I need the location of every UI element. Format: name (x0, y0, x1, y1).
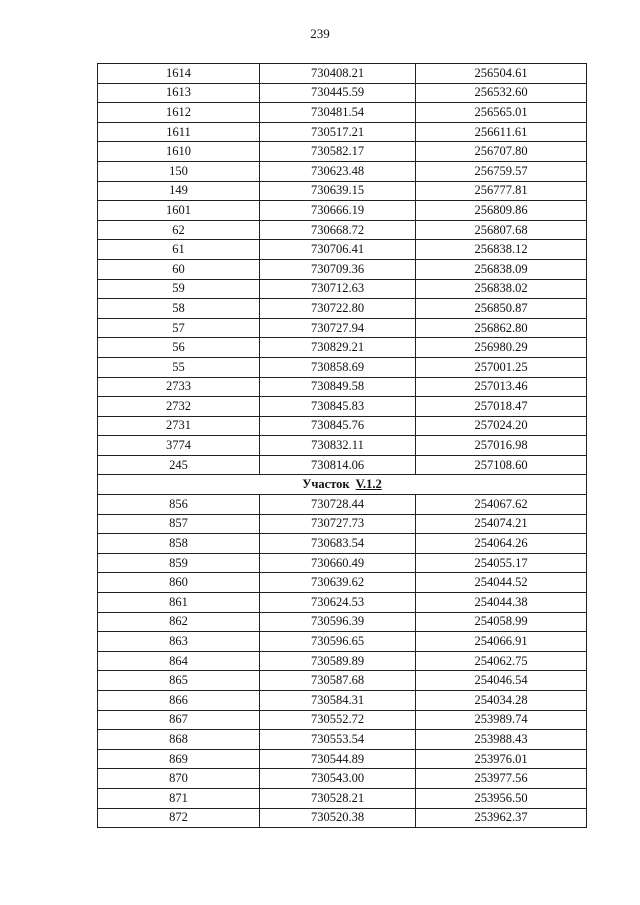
x-coordinate-cell: 730727.73 (260, 514, 416, 534)
table-row (98, 710, 587, 730)
x-coordinate-cell: 730543.00 (260, 769, 416, 789)
y-coordinate-cell: 254062.75 (416, 651, 587, 671)
section-label: Участок (302, 477, 350, 492)
x-coordinate-cell: 730445.59 (260, 83, 416, 103)
table-row (98, 553, 587, 573)
point-number-cell: 149 (98, 181, 260, 201)
section-header-group (98, 475, 587, 495)
section-id: V.1.2 (355, 477, 382, 492)
x-coordinate-cell: 730528.21 (260, 788, 416, 808)
point-number-cell: 245 (98, 455, 260, 475)
table-row (98, 495, 587, 515)
x-coordinate-cell: 730587.68 (260, 671, 416, 691)
point-number-cell: 59 (98, 279, 260, 299)
table-row (98, 299, 587, 319)
point-number-cell: 56 (98, 338, 260, 358)
table-row (98, 142, 587, 162)
x-coordinate-cell: 730814.06 (260, 455, 416, 475)
y-coordinate-cell: 256611.61 (416, 122, 587, 142)
y-coordinate-cell: 254055.17 (416, 553, 587, 573)
y-coordinate-cell: 253962.37 (416, 808, 587, 828)
table-row (98, 788, 587, 808)
table-row (98, 83, 587, 103)
table-row (98, 534, 587, 554)
table-row (98, 161, 587, 181)
y-coordinate-cell: 256759.57 (416, 161, 587, 181)
table-row (98, 397, 587, 417)
table-row (98, 338, 587, 358)
x-coordinate-cell: 730584.31 (260, 691, 416, 711)
point-number-cell: 867 (98, 710, 260, 730)
table-row (98, 416, 587, 436)
point-number-cell: 864 (98, 651, 260, 671)
table-row (98, 730, 587, 750)
x-coordinate-cell: 730845.76 (260, 416, 416, 436)
x-coordinate-cell: 730845.83 (260, 397, 416, 417)
x-coordinate-cell: 730858.69 (260, 357, 416, 377)
table-row (98, 122, 587, 142)
y-coordinate-cell: 257024.20 (416, 416, 587, 436)
x-coordinate-cell: 730706.41 (260, 240, 416, 260)
y-coordinate-cell: 256777.81 (416, 181, 587, 201)
page-number: 239 (310, 26, 330, 41)
table-row (98, 514, 587, 534)
x-coordinate-cell: 730623.48 (260, 161, 416, 181)
y-coordinate-cell: 253976.01 (416, 749, 587, 769)
table-row (98, 377, 587, 397)
y-coordinate-cell: 257001.25 (416, 357, 587, 377)
x-coordinate-cell: 730709.36 (260, 259, 416, 279)
y-coordinate-cell: 256565.01 (416, 103, 587, 123)
x-coordinate-cell: 730520.38 (260, 808, 416, 828)
point-number-cell: 861 (98, 593, 260, 613)
table-row (98, 573, 587, 593)
x-coordinate-cell: 730727.94 (260, 318, 416, 338)
y-coordinate-cell: 256707.80 (416, 142, 587, 162)
y-coordinate-cell: 256807.68 (416, 220, 587, 240)
x-coordinate-cell: 730596.65 (260, 632, 416, 652)
y-coordinate-cell: 257013.46 (416, 377, 587, 397)
x-coordinate-cell: 730552.72 (260, 710, 416, 730)
x-coordinate-cell: 730712.63 (260, 279, 416, 299)
table-row (98, 651, 587, 671)
table-row (98, 671, 587, 691)
x-coordinate-cell: 730553.54 (260, 730, 416, 750)
y-coordinate-cell: 257016.98 (416, 436, 587, 456)
x-coordinate-cell: 730668.72 (260, 220, 416, 240)
y-coordinate-cell: 253989.74 (416, 710, 587, 730)
x-coordinate-cell: 730517.21 (260, 122, 416, 142)
x-coordinate-cell: 730544.89 (260, 749, 416, 769)
y-coordinate-cell: 254044.52 (416, 573, 587, 593)
table-row (98, 357, 587, 377)
y-coordinate-cell: 256862.80 (416, 318, 587, 338)
table-row (98, 240, 587, 260)
x-coordinate-cell: 730683.54 (260, 534, 416, 554)
x-coordinate-cell: 730589.89 (260, 651, 416, 671)
y-coordinate-cell: 253956.50 (416, 788, 587, 808)
point-number-cell: 61 (98, 240, 260, 260)
y-coordinate-cell: 256809.86 (416, 201, 587, 221)
y-coordinate-cell: 256532.60 (416, 83, 587, 103)
y-coordinate-cell: 254067.62 (416, 495, 587, 515)
table-row (98, 455, 587, 475)
table-row (98, 279, 587, 299)
point-number-cell: 868 (98, 730, 260, 750)
coordinates-table (97, 63, 587, 828)
point-number-cell: 863 (98, 632, 260, 652)
x-coordinate-cell: 730728.44 (260, 495, 416, 515)
point-number-cell: 1612 (98, 103, 260, 123)
point-number-cell: 58 (98, 299, 260, 319)
point-number-cell: 1601 (98, 201, 260, 221)
y-coordinate-cell: 254066.91 (416, 632, 587, 652)
point-number-cell: 3774 (98, 436, 260, 456)
point-number-cell: 869 (98, 749, 260, 769)
point-number-cell: 150 (98, 161, 260, 181)
table-row (98, 808, 587, 828)
y-coordinate-cell: 256850.87 (416, 299, 587, 319)
table-row (98, 201, 587, 221)
coordinates-rows-bottom (98, 495, 587, 828)
point-number-cell: 2733 (98, 377, 260, 397)
point-number-cell: 1614 (98, 64, 260, 84)
point-number-cell: 2731 (98, 416, 260, 436)
table-row (98, 612, 587, 632)
point-number-cell: 860 (98, 573, 260, 593)
y-coordinate-cell: 254058.99 (416, 612, 587, 632)
y-coordinate-cell: 256838.12 (416, 240, 587, 260)
y-coordinate-cell: 256504.61 (416, 64, 587, 84)
point-number-cell: 856 (98, 495, 260, 515)
y-coordinate-cell: 253977.56 (416, 769, 587, 789)
y-coordinate-cell: 254074.21 (416, 514, 587, 534)
y-coordinate-cell: 257108.60 (416, 455, 587, 475)
point-number-cell: 862 (98, 612, 260, 632)
x-coordinate-cell: 730408.21 (260, 64, 416, 84)
x-coordinate-cell: 730639.62 (260, 573, 416, 593)
y-coordinate-cell: 254034.28 (416, 691, 587, 711)
point-number-cell: 1613 (98, 83, 260, 103)
table-row (98, 691, 587, 711)
table-row (98, 64, 587, 84)
point-number-cell: 60 (98, 259, 260, 279)
x-coordinate-cell: 730829.21 (260, 338, 416, 358)
x-coordinate-cell: 730582.17 (260, 142, 416, 162)
y-coordinate-cell: 254064.26 (416, 534, 587, 554)
x-coordinate-cell: 730832.11 (260, 436, 416, 456)
table-row (98, 749, 587, 769)
x-coordinate-cell: 730624.53 (260, 593, 416, 613)
point-number-cell: 872 (98, 808, 260, 828)
section-header-cell (98, 475, 587, 495)
x-coordinate-cell: 730481.54 (260, 103, 416, 123)
point-number-cell: 1610 (98, 142, 260, 162)
point-number-cell: 865 (98, 671, 260, 691)
x-coordinate-cell: 730639.15 (260, 181, 416, 201)
point-number-cell: 870 (98, 769, 260, 789)
table-row (98, 103, 587, 123)
table-row (98, 436, 587, 456)
section-header-row (98, 475, 587, 495)
point-number-cell: 859 (98, 553, 260, 573)
x-coordinate-cell: 730660.49 (260, 553, 416, 573)
y-coordinate-cell: 256838.09 (416, 259, 587, 279)
point-number-cell: 858 (98, 534, 260, 554)
y-coordinate-cell: 254046.54 (416, 671, 587, 691)
point-number-cell: 1611 (98, 122, 260, 142)
table-row (98, 318, 587, 338)
point-number-cell: 871 (98, 788, 260, 808)
y-coordinate-cell: 256980.29 (416, 338, 587, 358)
x-coordinate-cell: 730666.19 (260, 201, 416, 221)
y-coordinate-cell: 253988.43 (416, 730, 587, 750)
table-row (98, 593, 587, 613)
table-row (98, 181, 587, 201)
x-coordinate-cell: 730596.39 (260, 612, 416, 632)
x-coordinate-cell: 730722.80 (260, 299, 416, 319)
y-coordinate-cell: 256838.02 (416, 279, 587, 299)
point-number-cell: 55 (98, 357, 260, 377)
y-coordinate-cell: 254044.38 (416, 593, 587, 613)
point-number-cell: 57 (98, 318, 260, 338)
point-number-cell: 857 (98, 514, 260, 534)
point-number-cell: 2732 (98, 397, 260, 417)
y-coordinate-cell: 257018.47 (416, 397, 587, 417)
point-number-cell: 866 (98, 691, 260, 711)
table-row (98, 769, 587, 789)
table-row (98, 632, 587, 652)
point-number-cell: 62 (98, 220, 260, 240)
table-row (98, 220, 587, 240)
coordinates-rows-top (98, 64, 587, 475)
x-coordinate-cell: 730849.58 (260, 377, 416, 397)
table-row (98, 259, 587, 279)
